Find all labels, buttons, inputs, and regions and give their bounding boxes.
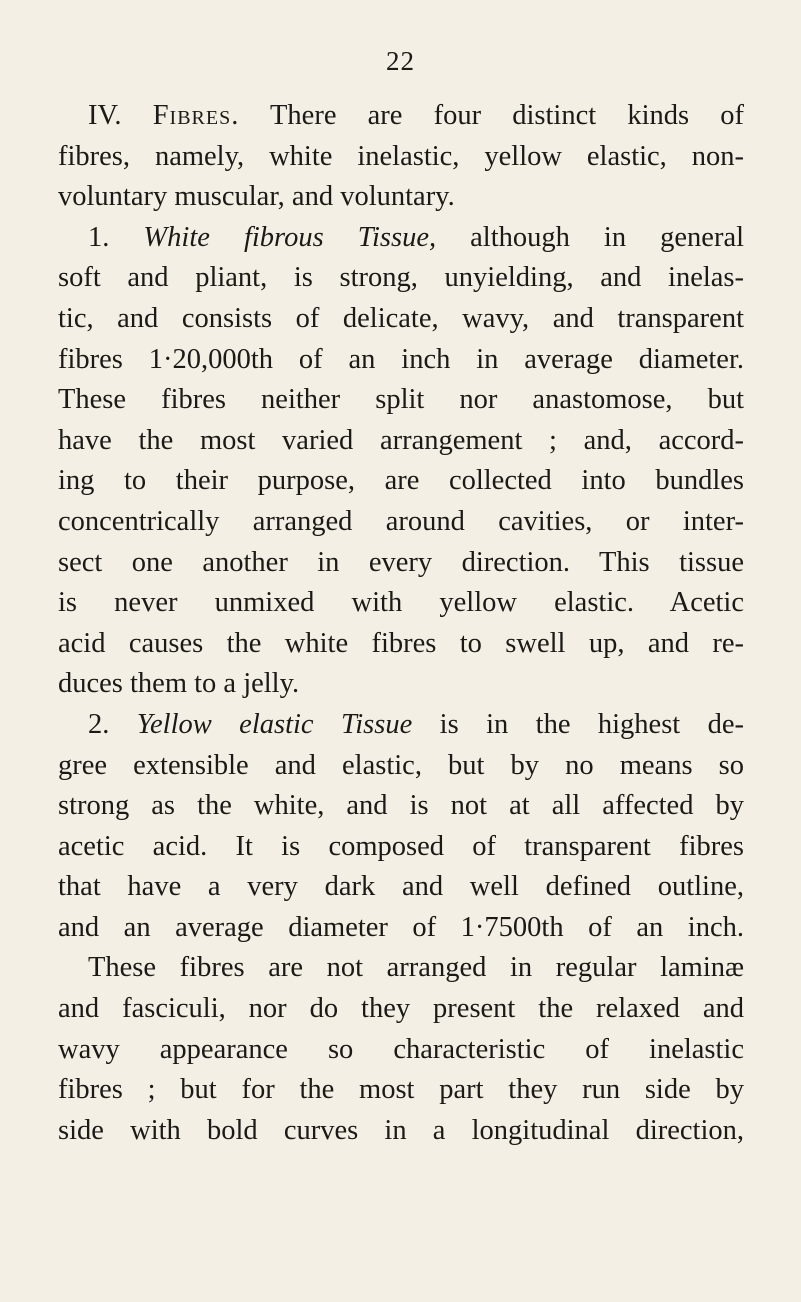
white-tissue-line: soft and pliant, is strong, unyielding, and inelas-	[58, 262, 744, 294]
white-tissue-line: duces them to a jelly.	[58, 668, 300, 700]
section-numeral: IV.	[88, 100, 122, 131]
white-tissue-line-1-rest: although in general	[470, 221, 745, 253]
section-intro-line-2: fibres, namely, white inelastic, yellow elastic, non-	[58, 140, 744, 172]
yellow-tissue-line: wavy appearance so characteristic of inelastic	[58, 1033, 744, 1065]
yellow-tissue-line: strong as the white, and is not at all affected by	[58, 790, 744, 822]
body-text	[58, 96, 744, 1151]
white-tissue-line: sect one another in every direction. This tissue	[58, 546, 744, 578]
white-tissue-heading-line	[58, 218, 744, 259]
yellow-tissue-line: gree extensible and elastic, but by no means so	[58, 749, 744, 781]
white-tissue-line: ing to their purpose, are collected into bundles	[58, 465, 744, 497]
white-tissue-line: fibres 1·20,000th of an inch in average diameter.	[58, 343, 744, 375]
yellow-tissue-line: acetic acid. It is composed of transparent fibres	[58, 830, 744, 862]
yellow-tissue-line-1-rest: is in the highest de-	[439, 708, 744, 740]
page-number: 22	[386, 46, 415, 76]
yellow-tissue-line: that have a very dark and well defined outline,	[58, 871, 744, 903]
white-tissue-line: These fibres neither split nor anastomose, but	[58, 384, 744, 416]
yellow-tissue-line: and an average diameter of 1·7500th of an inch.	[58, 911, 744, 943]
yellow-tissue-title: Yellow elastic Tissue	[136, 708, 413, 740]
section-heading-line	[58, 96, 744, 137]
yellow-tissue-heading-line	[58, 705, 744, 746]
white-tissue-line: concentrically arranged around cavities, or inter-	[58, 505, 744, 537]
white-tissue-line: acid causes the white fibres to swell up, and re-	[58, 627, 744, 659]
white-tissue-line: tic, and consists of delicate, wavy, and transparent	[58, 302, 744, 334]
white-tissue-title: White fibrous Tissue,	[143, 221, 437, 253]
section-intro-line-1: There are four distinct kinds of	[270, 100, 744, 131]
yellow-tissue-line: These fibres are not arranged in regular laminæ	[88, 952, 744, 984]
white-tissue-line: is never unmixed with yellow elastic. Acetic	[58, 587, 744, 619]
yellow-tissue-line: fibres ; but for the most part they run side by	[58, 1074, 744, 1106]
yellow-tissue-number: 2.	[88, 708, 110, 740]
yellow-tissue-line: and fasciculi, nor do they present the relaxed and	[58, 993, 744, 1025]
white-tissue-line: have the most varied arrangement ; and, accord-	[58, 424, 744, 456]
section-heading: Fibres.	[152, 100, 240, 131]
yellow-tissue-line: side with bold curves in a longitudinal direction,	[58, 1114, 744, 1146]
section-intro-line-3: voluntary muscular, and voluntary.	[58, 181, 455, 213]
white-tissue-number: 1.	[88, 221, 110, 253]
